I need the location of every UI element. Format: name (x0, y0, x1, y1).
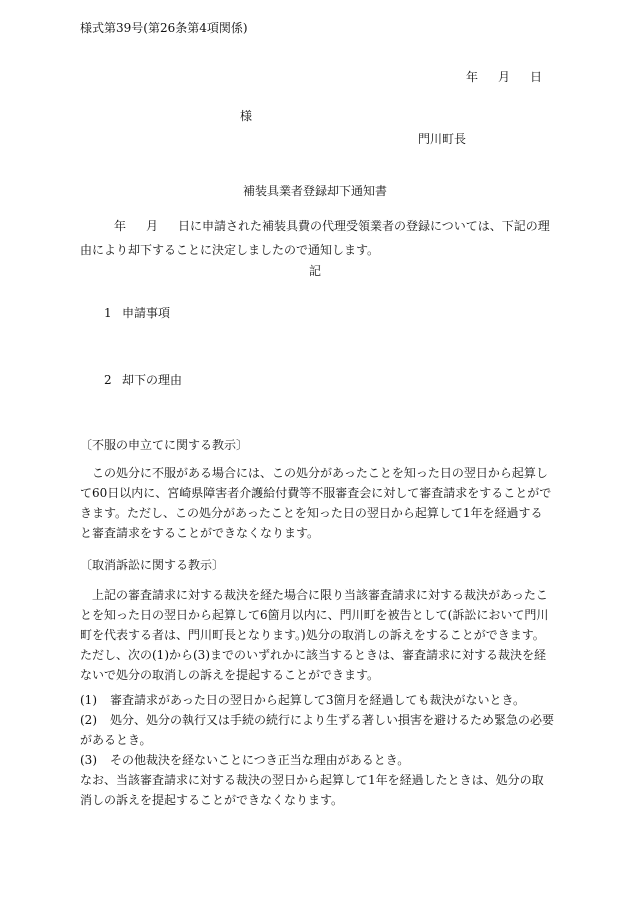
ki-heading: 記 (308, 264, 321, 278)
issuer: 門川町長 (418, 132, 467, 146)
appeal-text: この処分に不服がある場合には、この処分があったことを知った日の翌日から起算して60日以内に、宮崎県障害者介護給付費等不服審査会に対して審査請求をすることができます。ただし、この処分があったことを知った日の翌日から起算して1年を経過すると審査請求をすることができなくなります。 (80, 466, 552, 540)
item-number: 2 (104, 373, 112, 387)
item-reason (104, 371, 182, 388)
addressee: 様 (240, 109, 253, 123)
form-number: 様式第39号(第26条第4項関係) (80, 21, 248, 35)
body-month: 月 (146, 219, 159, 233)
lawsuit-text: 上記の審査請求に対する裁決を経た場合に限り当該審査請求に対する裁決があったことを知った日の翌日から起算して6箇月以内に、門川町を被告として(訴訟において門川町を代表する者は、門川町長となります。)処分の取消しの訴えをすることができます。ただし、次の(1)から(3)までのいずれかに該当するときは、審査請求に対する裁決を経ないで処分の取消しの訴えを提起することができます。 (80, 588, 549, 682)
condition-text: その他裁決を経ないことにつき正当な理由があるとき。 (110, 753, 410, 767)
condition-text: 処分、処分の執行又は手続の続行により生ずる著しい損害を避けるため緊急の必要があるとき。 (80, 713, 555, 747)
condition-list (80, 690, 560, 770)
appeal-heading: 〔不服の申立てに関する教示〕 (80, 438, 249, 452)
date-month: 月 (498, 70, 511, 84)
item-label: 申請事項 (122, 306, 171, 320)
lawsuit-heading: 〔取消訴訟に関する教示〕 (80, 558, 225, 572)
condition-number: (3) (80, 753, 97, 767)
body-text: 日に申請された補装具費の代理受領業者の登録については、下記の理由により却下することに決定しましたので通知します。 (80, 219, 550, 257)
date-year: 年 (466, 70, 479, 84)
list-item (80, 710, 560, 750)
date-line (466, 68, 542, 85)
item-label: 却下の理由 (122, 373, 183, 387)
list-item (80, 750, 560, 770)
condition-number: (1) (80, 693, 97, 707)
date-day: 日 (530, 70, 543, 84)
condition-number: (2) (80, 713, 97, 727)
list-item (80, 690, 560, 710)
closing-note: なお、当該審査請求に対する裁決の翌日から起算して1年を経過したときは、処分の取消しの訴えを提起することができなくなります。 (80, 773, 544, 807)
document-title: 補装具業者登録却下通知書 (242, 184, 387, 198)
item-application (104, 304, 170, 321)
item-number: 1 (104, 306, 112, 320)
body-year: 年 (114, 219, 127, 233)
condition-text: 審査請求があった日の翌日から起算して3箇月を経過しても裁決がないとき。 (110, 693, 526, 707)
notice-body (80, 214, 556, 262)
